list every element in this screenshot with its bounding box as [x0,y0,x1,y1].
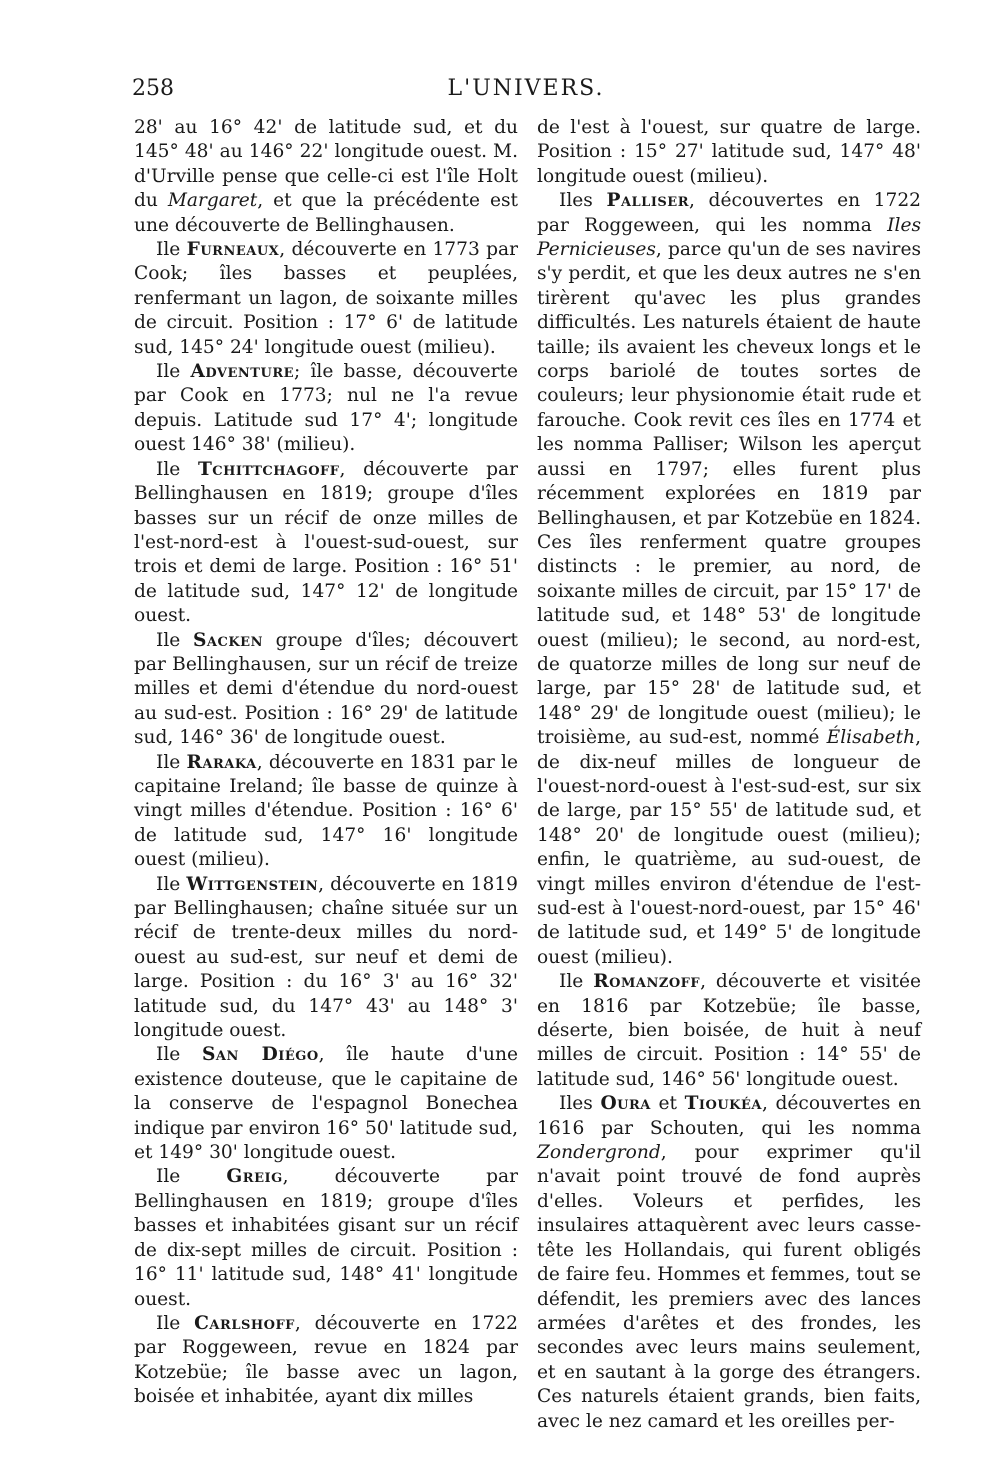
italic-term: Élisabeth [826,727,916,749]
place-name: Carlshoff [194,1312,295,1334]
paragraph-text: Ile [156,1312,195,1334]
paragraph-text: Ile [156,458,198,480]
place-name: Palliser [606,190,689,212]
italic-term: Iles Pernicieuses [537,214,921,261]
place-name: Tchittchagoff [197,458,340,480]
paragraph [134,116,518,238]
paragraph-text: Ile [156,751,187,773]
paragraph [134,629,518,751]
paragraph-text: Ile [156,1044,202,1066]
paragraph-text: , pour exprimer qu'il n'avait point trouvé de fond auprès d'elles. Voleurs et perfides, les insulaires attaquèrent avec leurs casse-tête les Hollandais, qui furent obligés de faire feu. Hommes et femmes, tout se défendit, les premiers avec des lances armées d'arêtes et des frondes, les secondes avec leurs mains seulement, et en sautant à la gorge des étrangers. Ces naturels étaient grands, bien faits, avec le nez camard et les oreilles per- [537,1142,921,1432]
place-name: Sacken [193,629,263,651]
place-name: Raraka [186,751,257,773]
paragraph-text: , découverte par Bellinghausen en 1819; groupe d'îles basses sur un récif de onze milles de l'est-nord-est à l'ouest-sud-ouest, sur trois et demi de large. Position : 16° 51' de latitude sud, 147° 12' de longitude ouest. [134,458,518,627]
paragraph [134,751,518,873]
place-name: Furneaux [186,239,280,261]
place-name: San Diégo [201,1044,319,1066]
paragraph-text: Ile [156,239,187,261]
place-name: Oura [600,1093,651,1115]
italic-term: Margaret [167,190,258,212]
paragraph [537,116,921,189]
place-name: Tioukéa [684,1093,762,1115]
place-name: Adventure [190,361,295,383]
paragraph-text: , de dix-neuf milles de longueur de l'ouest-nord-ouest à l'est-sud-est, sur six de large, par 15° 55' de latitude sud, et 148° 20' de longitude ouest (milieu); enfin, le quatrième, au sud-ouest, de vingt milles environ d'étendue de l'est-sud-est à l'ouest-nord-ouest, par 15° 46' de latitude sud, et 149° 5' de longitude ouest (milieu). [537,727,921,968]
paragraph-text: , découvertes en 1722 par Roggeween, qui les nomma [537,190,921,236]
paragraph-text: groupe d'îles; découvert par Bellinghausen, sur un récif de treize milles et demi d'étendue du nord-ouest au sud-est. Position : 16° 29' de latitude sud, 146° 36' de longitude ouest. [134,629,518,749]
paragraph [537,970,921,1092]
paragraph-text: , découverte en 1773 par Cook; îles basses et peuplées, renfermant un lagon, de soixante milles de circuit. Position : 17° 6' de latitude sud, 145° 24' longitude ouest (milieu). [134,239,518,358]
paragraph-text: de l'est à l'ouest, sur quatre de large. Position : 15° 27' latitude sud, 147° 48' longitude ouest (milieu). [537,117,921,187]
paragraph [134,360,518,458]
paragraph-text: Iles [559,1093,601,1115]
paragraph [134,1043,518,1165]
paragraph-text: , découverte en 1722 par Roggeween, revue en 1824 par Kotzebüe; île basse avec un lagon, boisée et inhabitée, ayant dix milles [134,1312,518,1408]
paragraph-text: Iles [559,190,607,212]
paragraph-text: , découvertes en 1616 par Schouten, qui les nomma [537,1093,921,1139]
paragraph-text: et [650,1093,685,1115]
paragraph-text: , île haute d'une existence douteuse, que le capitaine de la conserve de l'espagnol Bonechea indique par environ 16° 50' latitude sud, et 149° 30' longitude ouest. [134,1044,518,1164]
paragraph-text: , découverte en 1819 par Bellinghausen; chaîne située sur un récif de trente-deux milles du nord-ouest au sud-est, sur neuf et demi de large. Position : du 16° 3' au 16° 32' latitude sud, du 147° 43' au 148° 3' longitude ouest. [134,873,518,1042]
paragraph-text: Ile [156,629,193,651]
italic-term: Zondergrond [537,1142,661,1164]
paragraph-text: 28' au 16° 42' de latitude sud, et du 145° 48' au 146° 22' longitude ouest. M. d'Urville pense que celle-ci est l'île Holt du [134,117,518,212]
paragraph [134,1165,518,1311]
paragraph-text: ; île basse, découverte par Cook en 1773; nul ne l'a revue depuis. Latitude sud 17° 4'; longitude ouest 146° 38' (milieu). [134,361,518,456]
paragraph-text: , parce qu'un de ses navires s'y perdit, et que les deux autres ne s'en tirèrent qu'avec les plus grandes difficultés. Les naturels étaient de haute taille; ils avaient les cheveux longs et le corps bariolé de toutes sortes de couleurs; leur physionomie était rude et farouche. Cook revit ces îles en 1774 et les nomma Palliser; Wilson les aperçut aussi en 1797; elles furent plus récemment explorées en 1819 par Bellinghausen, et par Kotzebüe en 1824. Ces îles renferment quatre groupes distincts : le premier, au nord, de soixante milles de circuit, par 15° 17' de latitude sud, et 148° 53' de longitude ouest (milieu); le second, au nord-est, de quatorze milles de long sur neuf de large, par 15° 28' de latitude sud, et 148° 29' de longitude ouest (milieu); le troisième, au sud-est, nommé [537,239,921,749]
page-number: 258 [132,76,174,101]
place-name: Romanzoff [593,971,701,993]
paragraph [537,1092,921,1434]
paragraph-text: Ile [156,361,191,383]
paragraph-text: , découverte par Bellinghausen en 1819; groupe d'îles basses et inhabitées gisant sur un récif de dix-sept milles de circuit. Position : 16° 11' latitude sud, 148° 41' longitude ouest. [134,1166,518,1310]
paragraph [537,189,921,970]
running-title: L'UNIVERS. [447,76,605,101]
paragraph-text: Ile [156,873,187,895]
place-name: Greig [226,1166,283,1188]
right-column [537,116,921,1434]
left-column [134,116,518,1410]
paragraph [134,1312,518,1410]
paragraph [134,873,518,1044]
paragraph-text: Ile [156,1166,227,1188]
page-header [132,74,920,104]
paragraph-text: , découverte en 1831 par le capitaine Ireland; île basse de quinze à vingt milles d'étendue. Position : 16° 6' de latitude sud, 147° 16' longitude ouest (milieu). [134,751,518,871]
place-name: Wittgenstein [186,873,319,895]
paragraph [134,458,518,629]
paragraph-text: Ile [559,971,594,993]
paragraph [134,238,518,360]
paragraph-text: , et que la précédente est une découverte de Bellinghausen. [134,190,518,236]
paragraph-text: , découverte et visitée en 1816 par Kotzebüe; île basse, déserte, bien boisée, de huit à neuf milles de circuit. Position : 14° 55' de latitude sud, 146° 56' longitude ouest. [537,971,921,1090]
